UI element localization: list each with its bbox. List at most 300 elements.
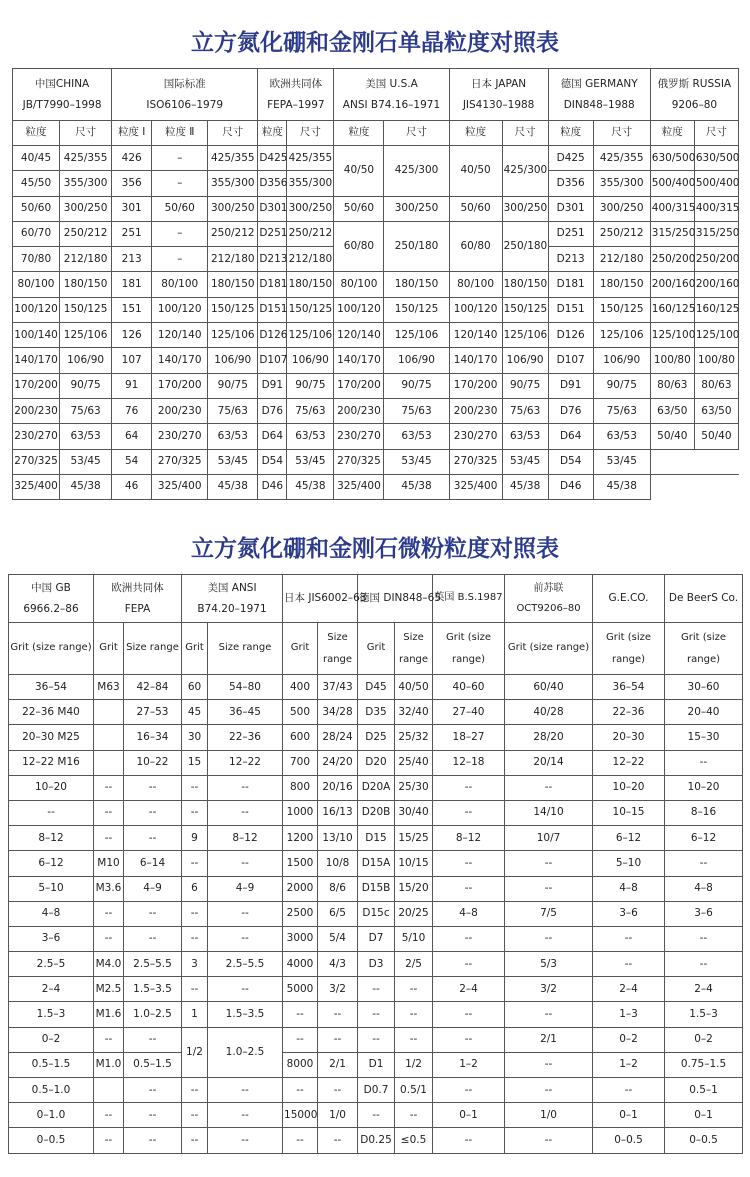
table-cell: 90/75 [287, 373, 334, 398]
table-cell: 60/40 [505, 675, 593, 700]
table-cell: -- [395, 1027, 433, 1052]
table-cell: 1/2 [182, 1027, 208, 1077]
table-cell: -- [182, 926, 208, 951]
column-header: Grit (size range) [433, 623, 505, 675]
header-row [13, 69, 739, 121]
table-cell: D15 [358, 826, 395, 851]
table-cell: 230/270 [13, 424, 60, 449]
table-cell: 75/63 [208, 398, 258, 423]
table-cell: 18–27 [433, 725, 505, 750]
header-line: OCT9206–80 [516, 602, 581, 614]
table-cell: 8/6 [318, 876, 358, 901]
table-cell: 46 [112, 474, 152, 499]
table-cell: 426 [112, 146, 152, 171]
table-cell: 120/140 [449, 323, 502, 348]
table-cell: 500 [283, 700, 318, 725]
table-cell: 180/150 [593, 272, 650, 297]
table-cell: 630/500 [694, 146, 738, 171]
table-cell: 0–0.5 [665, 1128, 743, 1153]
table-cell: 90/75 [502, 373, 548, 398]
table-cell: 425/300 [502, 146, 548, 197]
header-line: JIS4130–1988 [462, 98, 535, 111]
table-cell: -- [505, 1128, 593, 1153]
table-cell: 63/53 [287, 424, 334, 449]
column-header: 尺寸 [60, 121, 112, 146]
table-cell: 2–4 [433, 977, 505, 1002]
table-cell: 70/80 [13, 247, 60, 272]
table-cell: 53/45 [287, 449, 334, 474]
table-cell: M10 [94, 851, 124, 876]
table-cell: 355/300 [208, 171, 258, 196]
table-cell: D3 [358, 952, 395, 977]
table-cell: 0.5/1 [395, 1078, 433, 1103]
table-cell: 200/230 [152, 398, 208, 423]
table-cell: 25/40 [395, 750, 433, 775]
table-cell: 80/100 [152, 272, 208, 297]
table-cell: 75/63 [287, 398, 334, 423]
table-cell: 63/50 [694, 398, 738, 423]
header-line: 美国 U.S.A [365, 77, 418, 90]
subheader-row [13, 121, 739, 146]
table-cell: D45 [358, 675, 395, 700]
table-cell: M3.6 [94, 876, 124, 901]
table-cell: 100/120 [152, 297, 208, 322]
header-line: 欧洲共同体 [111, 581, 164, 594]
table-cell: 1/0 [318, 1103, 358, 1128]
column-header: Size range [395, 623, 433, 675]
table-cell: D54 [258, 449, 287, 474]
table-cell: 0–1 [593, 1103, 665, 1128]
table-cell: 20–30 [593, 725, 665, 750]
table-cell: 10–20 [665, 775, 743, 800]
column-header: 粒度 [334, 121, 384, 146]
table-cell: 50/60 [13, 196, 60, 221]
column-header: 粒度 [258, 121, 287, 146]
table-cell: ≤0.5 [395, 1128, 433, 1153]
table-cell: 200/230 [449, 398, 502, 423]
table-cell: -- [318, 1027, 358, 1052]
column-header: 尺寸 [694, 121, 738, 146]
header-line: 6966.2–86 [23, 602, 79, 615]
table-cell: D20 [358, 750, 395, 775]
table-cell: 5/4 [318, 926, 358, 951]
column-header: Grit (size range) [505, 623, 593, 675]
table-cell: 4/3 [318, 952, 358, 977]
table-cell: 54–80 [208, 675, 283, 700]
table-cell: 100/80 [650, 348, 694, 373]
table-cell: 2000 [283, 876, 318, 901]
table-cell: 230/270 [449, 424, 502, 449]
table-cell: 45/38 [60, 474, 112, 499]
table-cell: 50/60 [449, 196, 502, 221]
table-cell: 6–14 [124, 851, 182, 876]
table-cell: 15/20 [395, 876, 433, 901]
table-cell: 300/250 [60, 196, 112, 221]
column-header: Size range [208, 623, 283, 675]
table-cell: D0.25 [358, 1128, 395, 1153]
table-cell: D181 [548, 272, 593, 297]
table-cell: 300/250 [208, 196, 258, 221]
table-cell: 106/90 [502, 348, 548, 373]
table-cell: 37/43 [318, 675, 358, 700]
table-cell: 63/53 [384, 424, 449, 449]
table-cell: 1–2 [593, 1052, 665, 1077]
table-cell: – [152, 146, 208, 171]
table-cell: M1.6 [94, 1002, 124, 1027]
table-cell: 325/400 [449, 474, 502, 499]
table-cell: 4–8 [9, 901, 94, 926]
table-cell: 16–34 [124, 725, 182, 750]
table-cell: 301 [112, 196, 152, 221]
table-cell: D126 [548, 323, 593, 348]
table-cell: 250/180 [384, 221, 449, 272]
table-cell: 400/315 [650, 196, 694, 221]
header-line: 德国 GERMANY [560, 77, 638, 90]
table-cell: 107 [112, 348, 152, 373]
table-row [9, 1103, 743, 1128]
table-cell: 25/30 [395, 775, 433, 800]
table-cell: 20–30 M25 [9, 725, 94, 750]
table-cell: -- [94, 775, 124, 800]
table-cell: 125/106 [384, 323, 449, 348]
table-cell: -- [94, 1128, 124, 1153]
table-cell: 3–6 [665, 901, 743, 926]
table-cell: 63/53 [60, 424, 112, 449]
table-cell: 15/25 [395, 826, 433, 851]
table-cell: 20/14 [505, 750, 593, 775]
table-cell: M4.0 [94, 952, 124, 977]
table-cell: 251 [112, 221, 152, 246]
table-cell: 30–60 [665, 675, 743, 700]
table-cell: 6/5 [318, 901, 358, 926]
table-cell: 425/355 [287, 146, 334, 171]
subheader-row [9, 623, 743, 675]
table-cell: 140/170 [13, 348, 60, 373]
table-cell: 53/45 [384, 449, 449, 474]
table-cell: 90/75 [60, 373, 112, 398]
table-cell: 270/325 [334, 449, 384, 474]
table-row [9, 1027, 743, 1052]
column-header: 粒度 Ⅰ [112, 121, 152, 146]
table-cell: -- [124, 775, 182, 800]
table-cell: 151 [112, 297, 152, 322]
table-cell: 60/80 [334, 221, 384, 272]
table-cell: 80/100 [334, 272, 384, 297]
table-cell: D91 [548, 373, 593, 398]
table-cell: D425 [258, 146, 287, 171]
header-line: De BeerS Co. [668, 591, 739, 604]
table-cell: 140/170 [449, 348, 502, 373]
table-cell: 3/2 [318, 977, 358, 1002]
table-cell: D107 [548, 348, 593, 373]
empty-cell [650, 449, 738, 474]
table-cell: 356 [112, 171, 152, 196]
table-cell: 250/200 [650, 247, 694, 272]
table-cell: 200/230 [334, 398, 384, 423]
table-cell: -- [182, 1128, 208, 1153]
table-cell: 106/90 [60, 348, 112, 373]
table-cell: 10–20 [593, 775, 665, 800]
table-cell: 100/120 [334, 297, 384, 322]
table-cell: -- [593, 1078, 665, 1103]
table-cell: 250/200 [694, 247, 738, 272]
table-cell: -- [124, 926, 182, 951]
table-cell: 325/400 [13, 474, 60, 499]
table-cell: 76 [112, 398, 152, 423]
table-cell: -- [433, 800, 505, 825]
table-cell: 1500 [283, 851, 318, 876]
table-cell: -- [395, 977, 433, 1002]
table-cell: -- [208, 977, 283, 1002]
header-line: 德国 DIN848–65 [359, 591, 442, 604]
table-cell: 27–40 [433, 700, 505, 725]
column-header: 粒度 [650, 121, 694, 146]
table-cell: 2/5 [395, 952, 433, 977]
table-row [9, 1128, 743, 1153]
table-cell: -- [208, 901, 283, 926]
table-cell: -- [94, 800, 124, 825]
standard-header [449, 69, 548, 121]
table-cell: D181 [258, 272, 287, 297]
table-cell: 0–0.5 [9, 1128, 94, 1153]
table-cell: 6–12 [593, 826, 665, 851]
table-row [13, 221, 739, 246]
table-cell: 125/106 [208, 323, 258, 348]
table-cell: 1200 [283, 826, 318, 851]
table-cell: -- [94, 901, 124, 926]
table-cell: -- [124, 826, 182, 851]
table-cell: -- [318, 1078, 358, 1103]
table-cell: 15 [182, 750, 208, 775]
table-cell: D356 [548, 171, 593, 196]
table-cell: 1.5–3.5 [124, 977, 182, 1002]
table-cell: 13/10 [318, 826, 358, 851]
table-cell: 45/38 [384, 474, 449, 499]
table-cell: -- [505, 876, 593, 901]
table-cell: -- [283, 1128, 318, 1153]
table-cell: 80/100 [13, 272, 60, 297]
header-line: 美国 ANSI [207, 581, 257, 594]
table-cell: M1.0 [94, 1052, 124, 1077]
table-cell: 355/300 [287, 171, 334, 196]
table-cell: 630/500 [650, 146, 694, 171]
table-cell: -- [124, 1128, 182, 1153]
table-cell: 300/250 [287, 196, 334, 221]
table-cell: 425/355 [208, 146, 258, 171]
table-row [9, 1052, 743, 1077]
column-header: 尺寸 [502, 121, 548, 146]
table-cell: 160/125 [694, 297, 738, 322]
table-cell: -- [283, 1027, 318, 1052]
table-cell: 2–4 [665, 977, 743, 1002]
table-cell: 22–36 [593, 700, 665, 725]
table-cell: 140/170 [334, 348, 384, 373]
header-line: JB/T7990–1998 [22, 98, 102, 111]
table-cell: -- [358, 1002, 395, 1027]
header-line: 中国 GB [31, 581, 71, 594]
table-cell: 80/63 [650, 373, 694, 398]
table-cell: 60/80 [449, 221, 502, 272]
table-cell: -- [94, 1103, 124, 1128]
table-row [9, 851, 743, 876]
table-cell: 150/125 [287, 297, 334, 322]
table-cell: 45/38 [208, 474, 258, 499]
table-cell: 125/100 [650, 323, 694, 348]
table-cell: D425 [548, 146, 593, 171]
table-cell: D76 [258, 398, 287, 423]
table-cell: 315/250 [650, 221, 694, 246]
table-cell: – [152, 221, 208, 246]
table-cell: 120/140 [152, 323, 208, 348]
header-line: G.E.CO. [608, 591, 649, 604]
table-cell: 425/355 [60, 146, 112, 171]
standard-header [9, 575, 94, 623]
table-cell: 355/300 [593, 171, 650, 196]
table-cell: D151 [548, 297, 593, 322]
table-cell: D151 [258, 297, 287, 322]
table-cell: 90/75 [384, 373, 449, 398]
table-cell: 75/63 [384, 398, 449, 423]
table-cell: 800 [283, 775, 318, 800]
table-cell: -- [124, 901, 182, 926]
table-cell: 1/2 [395, 1052, 433, 1077]
table-cell [94, 750, 124, 775]
table-cell: 91 [112, 373, 152, 398]
header-line: FEPA–1997 [267, 98, 325, 111]
column-header: Grit (size range) [593, 623, 665, 675]
standard-header [665, 575, 743, 623]
table-cell: 100/120 [13, 297, 60, 322]
table-cell: 8000 [283, 1052, 318, 1077]
table-cell: 125/106 [60, 323, 112, 348]
table-cell: 0–1.0 [9, 1103, 94, 1128]
header-line: 日本 JIS6002–63 [284, 591, 367, 604]
header-line: 英国 B.S.1987 [434, 592, 503, 604]
column-header: Grit (size range) [9, 623, 94, 675]
table-cell: 250/212 [287, 221, 334, 246]
header-line: 俄罗斯 RUSSIA [657, 77, 732, 90]
table-cell: -- [208, 1078, 283, 1103]
table-cell: 60/70 [13, 221, 60, 246]
table-cell: 230/270 [152, 424, 208, 449]
table-cell: -- [124, 1027, 182, 1052]
table-cell: 90/75 [593, 373, 650, 398]
table-row [13, 474, 739, 499]
table-cell: 8–16 [665, 800, 743, 825]
table-row [9, 1002, 743, 1027]
table-cell: 700 [283, 750, 318, 775]
table-cell: 8–12 [9, 826, 94, 851]
table-cell: 42–84 [124, 675, 182, 700]
header-line: 9206–80 [671, 98, 718, 111]
table-cell: 270/325 [13, 449, 60, 474]
table-cell: 106/90 [287, 348, 334, 373]
header-line: ISO6106–1979 [146, 98, 224, 111]
table-cell: -- [94, 926, 124, 951]
column-header: Size range [318, 623, 358, 675]
table-cell: 170/200 [449, 373, 502, 398]
table-cell: 28/20 [505, 725, 593, 750]
micron-powder-grit-table [8, 574, 743, 1154]
table-cell: 45/38 [502, 474, 548, 499]
table-cell: 2500 [283, 901, 318, 926]
standard-header [358, 575, 442, 623]
table-cell: 3–6 [593, 901, 665, 926]
table-cell: 5/10 [395, 926, 433, 951]
table-cell: 300/250 [502, 196, 548, 221]
table-cell: 106/90 [593, 348, 650, 373]
table-cell: 75/63 [60, 398, 112, 423]
table-row [13, 449, 739, 474]
table-cell: 425/300 [384, 146, 449, 197]
table-cell: 4–8 [593, 876, 665, 901]
table-cell: -- [433, 876, 505, 901]
table-cell: 75/63 [502, 398, 548, 423]
table-cell: 12–18 [433, 750, 505, 775]
table-cell: D301 [548, 196, 593, 221]
table-row [9, 926, 743, 951]
table-cell: 180/150 [208, 272, 258, 297]
table-cell: 40/28 [505, 700, 593, 725]
table-cell: -- [208, 851, 283, 876]
table-cell: 400/315 [694, 196, 738, 221]
table-cell: 270/325 [152, 449, 208, 474]
table-cell: D301 [258, 196, 287, 221]
table-cell: 300/250 [384, 196, 449, 221]
table-cell: 200/230 [13, 398, 60, 423]
column-header: 尺寸 [287, 121, 334, 146]
table-cell: -- [433, 851, 505, 876]
table-cell: D15B [358, 876, 395, 901]
standard-header [334, 69, 449, 121]
table-cell: 24/20 [318, 750, 358, 775]
table-cell: 3 [182, 952, 208, 977]
table-cell: 5000 [283, 977, 318, 1002]
column-header: 尺寸 [593, 121, 650, 146]
table-cell: 10–20 [9, 775, 94, 800]
single-crystal-grit-table [12, 68, 739, 500]
table-cell: 1.5–3 [9, 1002, 94, 1027]
table-cell: 1000 [283, 800, 318, 825]
table-cell: -- [208, 800, 283, 825]
table-cell: 0.5–1 [665, 1078, 743, 1103]
header-line: 国际标准 [163, 77, 206, 90]
table-cell: 180/150 [502, 272, 548, 297]
table-cell: D1 [358, 1052, 395, 1077]
table-cell: 75/63 [593, 398, 650, 423]
table-cell: -- [505, 851, 593, 876]
standard-header [283, 575, 367, 623]
table-cell: -- [505, 1052, 593, 1077]
table-cell: 1/0 [505, 1103, 593, 1128]
table-cell: 0–0.5 [593, 1128, 665, 1153]
table-cell: 325/400 [334, 474, 384, 499]
table-cell: 250/212 [593, 221, 650, 246]
table-cell: 325/400 [152, 474, 208, 499]
table-cell [94, 725, 124, 750]
table-cell: 36–45 [208, 700, 283, 725]
table-cell: 270/325 [449, 449, 502, 474]
table-row [13, 398, 739, 423]
table-cell: 1.5–3.5 [208, 1002, 283, 1027]
table-cell: D213 [258, 247, 287, 272]
table-cell: -- [665, 750, 743, 775]
table-cell: – [152, 171, 208, 196]
table-cell: 25/32 [395, 725, 433, 750]
table-cell: -- [433, 775, 505, 800]
table-cell: -- [395, 1002, 433, 1027]
table-cell: 20/25 [395, 901, 433, 926]
